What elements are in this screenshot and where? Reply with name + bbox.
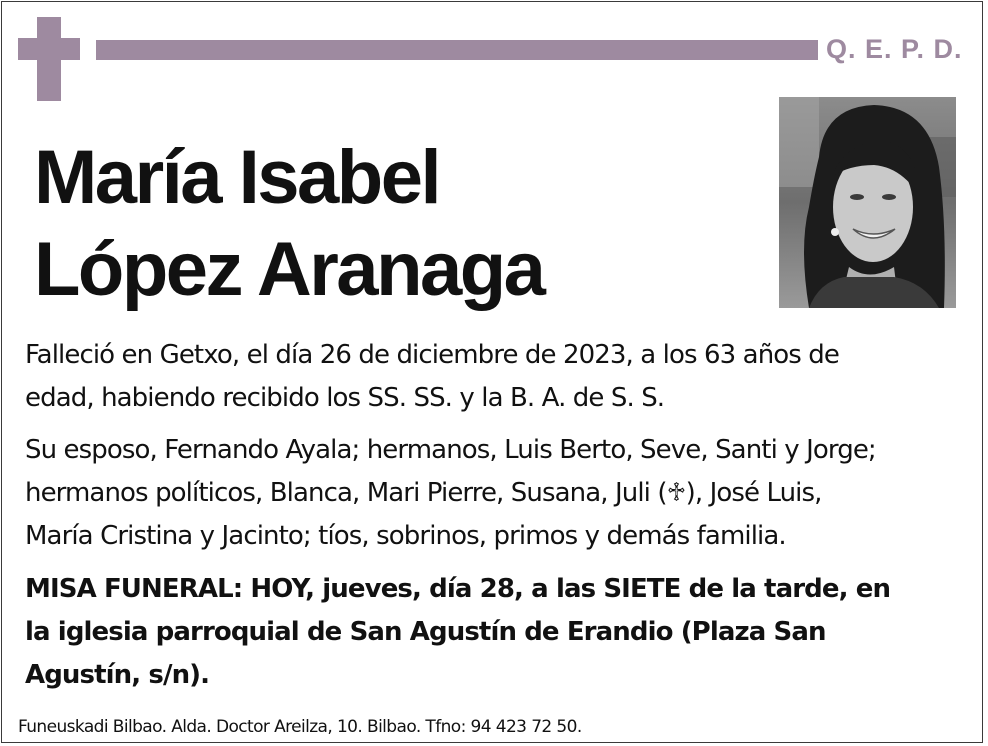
notice-line: edad, habiendo recibido los SS. SS. y la B. A. de S. S. bbox=[25, 383, 665, 413]
cross-icon-horizontal bbox=[18, 38, 80, 60]
mass-line: la iglesia parroquial de San Agustín de Erandio (Plaza San bbox=[25, 617, 826, 647]
deceased-name-line1: María Isabel bbox=[34, 135, 440, 220]
funeral-mass-paragraph bbox=[25, 568, 965, 697]
mass-line: MISA FUNERAL: HOY, jueves, día 28, a las SIETE de la tarde, en bbox=[25, 574, 891, 604]
portrait-illustration bbox=[779, 97, 956, 308]
family-line: María Cristina y Jacinto; tíos, sobrinos, primos y demás familia. bbox=[25, 521, 786, 551]
family-paragraph bbox=[25, 429, 965, 558]
family-line: Su esposo, Fernando Ayala; hermanos, Luis Berto, Seve, Santi y Jorge; bbox=[25, 435, 876, 465]
deceased-name-line2: López Aranaga bbox=[34, 227, 544, 312]
qepd-label: Q. E. P. D. bbox=[826, 34, 963, 64]
header-rule bbox=[96, 40, 818, 60]
mass-line: Agustín, s/n). bbox=[25, 660, 210, 690]
death-notice-paragraph bbox=[25, 334, 965, 420]
notice-line: Falleció en Getxo, el día 26 de diciembre de 2023, a los 63 años de bbox=[25, 340, 839, 370]
family-line: hermanos políticos, Blanca, Mari Pierre, Susana, Juli (♱), José Luis, bbox=[25, 478, 822, 508]
deceased-name bbox=[34, 132, 543, 316]
deceased-photo bbox=[779, 97, 956, 308]
funeral-home-footer: Funeuskadi Bilbao. Alda. Doctor Areilza, 10. Bilbao. Tfno: 94 423 72 50. bbox=[18, 717, 582, 737]
